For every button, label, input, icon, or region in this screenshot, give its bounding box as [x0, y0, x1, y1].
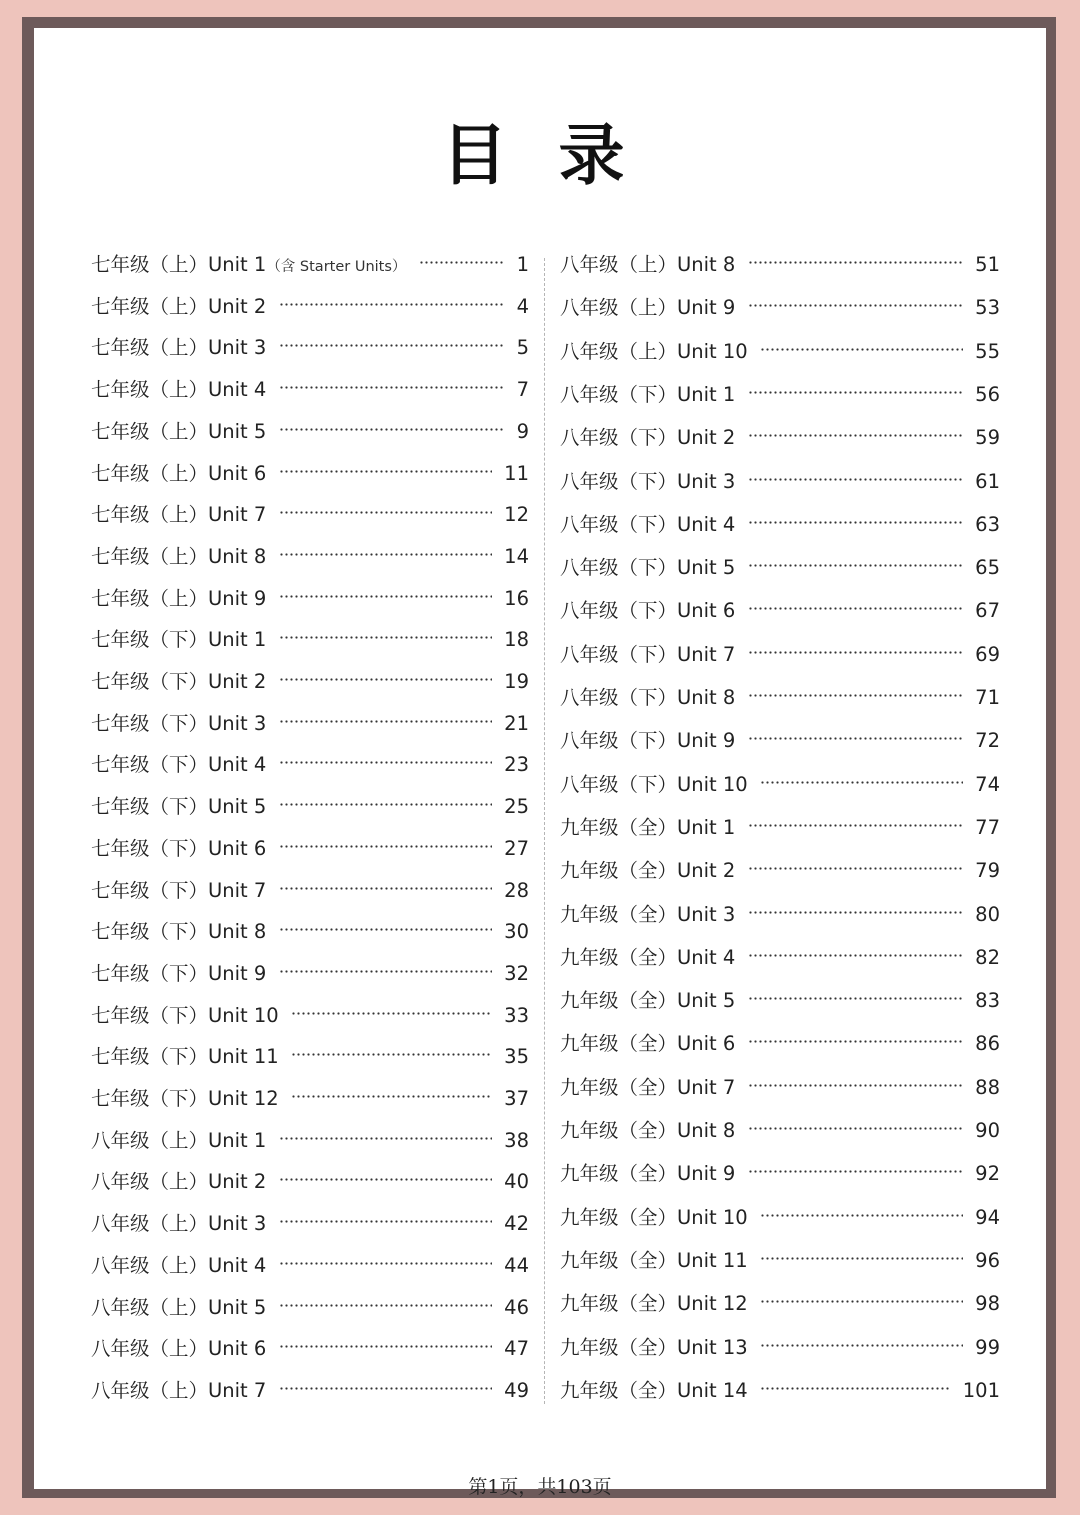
toc-entry-label: 七年级（上）Unit 6 [91, 461, 267, 485]
toc-entry-label: 八年级（下）Unit 10 [560, 772, 748, 796]
dot-leader [760, 1300, 963, 1303]
toc-page-number: 94 [975, 1205, 1000, 1229]
toc-entry[interactable] [560, 1377, 1000, 1405]
toc-page-number: 90 [975, 1119, 1000, 1142]
toc-entry-label: 七年级（上）Unit 2 [91, 294, 267, 318]
dot-leader [279, 761, 492, 764]
toc-entry[interactable] [560, 1030, 1000, 1058]
toc-page-number: 92 [975, 1162, 1000, 1186]
toc-entry[interactable] [91, 585, 529, 613]
toc-entry[interactable] [560, 511, 1000, 539]
toc-page-number: 56 [975, 382, 1000, 406]
toc-page-number: 1 [516, 253, 529, 276]
toc-entry-label: 八年级（上）Unit 7 [91, 1378, 267, 1402]
dot-leader [748, 1170, 963, 1173]
toc-entry[interactable] [91, 918, 529, 946]
toc-entry[interactable] [560, 554, 1000, 582]
dot-leader [279, 678, 492, 681]
dot-leader [748, 1084, 963, 1087]
toc-entry-label: 七年级（下）Unit 12 [91, 1087, 279, 1110]
toc-entry[interactable] [560, 684, 1000, 712]
toc-entry[interactable] [560, 1247, 1000, 1275]
dot-leader [279, 386, 505, 389]
dot-leader [748, 261, 963, 264]
dot-leader [279, 1345, 492, 1348]
dot-leader [291, 1012, 492, 1015]
dot-leader [279, 845, 492, 848]
toc-page-number: 96 [975, 1248, 1000, 1272]
toc-page-number: 82 [975, 945, 1000, 969]
toc-page-number: 55 [975, 339, 1000, 363]
toc-page-number: 32 [504, 961, 529, 985]
dot-leader [279, 1220, 492, 1223]
toc-entry-label: 七年级（下）Unit 9 [91, 961, 267, 985]
toc-page-number: 65 [975, 556, 1000, 580]
toc-entry-label: 七年级（下）Unit 3 [91, 711, 267, 735]
toc-entry-label: 七年级（下）Unit 7 [91, 878, 267, 902]
toc-entry-label: 七年级（上）Unit 4 [91, 378, 267, 402]
toc-entry[interactable] [91, 668, 529, 696]
toc-entry-label: 八年级（下）Unit 4 [560, 512, 736, 536]
toc-entry[interactable] [91, 1335, 529, 1363]
toc-entry-label: 七年级（上）Unit 8 [91, 544, 267, 568]
dot-leader [279, 303, 505, 306]
toc-entry-label: 七年级（上）Unit 5 [91, 419, 267, 443]
dot-leader [279, 928, 492, 931]
toc-entry[interactable] [560, 857, 1000, 885]
dot-leader [279, 470, 492, 473]
column-divider [544, 258, 545, 1404]
dot-leader [748, 1040, 963, 1043]
dot-leader [748, 954, 963, 957]
toc-entry[interactable] [91, 460, 529, 488]
dot-leader [291, 1095, 492, 1098]
dot-leader [279, 720, 492, 723]
toc-page-number: 42 [504, 1212, 529, 1236]
toc-page-number: 46 [504, 1295, 529, 1319]
toc-entry-label: 九年级（全）Unit 10 [560, 1205, 748, 1229]
toc-entry[interactable] [560, 944, 1000, 972]
toc-entry-label: 八年级（上）Unit 8 [560, 253, 736, 276]
toc-entry-label: 八年级（下）Unit 5 [560, 556, 736, 580]
toc-page-number: 21 [504, 711, 529, 735]
toc-page-number: 79 [975, 859, 1000, 883]
dot-leader [279, 1387, 492, 1390]
toc-page-number: 63 [975, 512, 1000, 536]
toc-entry-label: 九年级（全）Unit 8 [560, 1119, 736, 1142]
toc-entry[interactable] [91, 1168, 529, 1196]
toc-page-number: 88 [975, 1075, 1000, 1099]
toc-entry-label: 八年级（下）Unit 2 [560, 426, 736, 450]
dot-leader [760, 781, 963, 784]
toc-page-number: 12 [504, 503, 529, 527]
toc-entry-label: 九年级（全）Unit 13 [560, 1335, 748, 1359]
toc-page-number: 25 [504, 795, 529, 819]
dot-leader [279, 553, 492, 556]
toc-page-number: 28 [504, 878, 529, 902]
toc-page-number: 4 [516, 294, 529, 318]
dot-leader [279, 344, 505, 347]
toc-entry[interactable] [91, 1210, 529, 1238]
toc-entry[interactable] [560, 468, 1000, 496]
toc-entry[interactable] [560, 771, 1000, 799]
toc-entry-label: 七年级（下）Unit 1 [91, 628, 267, 652]
dot-leader [748, 694, 963, 697]
toc-page-number: 77 [975, 815, 1000, 839]
toc-page-number: 7 [516, 378, 529, 402]
toc-entry[interactable] [91, 1252, 529, 1280]
toc-entry-label: 九年级（全）Unit 11 [560, 1248, 748, 1272]
toc-page-number: 37 [504, 1087, 529, 1110]
dot-leader [291, 1053, 492, 1056]
toc-entry-label: 七年级（下）Unit 2 [91, 670, 267, 693]
toc-entry[interactable] [560, 251, 1000, 279]
toc-page-number: 35 [504, 1045, 529, 1069]
toc-entry[interactable] [91, 376, 529, 404]
toc-page-number: 83 [975, 989, 1000, 1013]
toc-entry[interactable] [560, 814, 1000, 842]
toc-page-number: 30 [504, 920, 529, 944]
toc-page-number: 40 [504, 1170, 529, 1194]
dot-leader [760, 1344, 963, 1347]
dot-leader [279, 803, 492, 806]
toc-entry-label: 九年级（全）Unit 5 [560, 989, 736, 1013]
toc-page-number: 14 [504, 544, 529, 568]
dot-leader [279, 970, 492, 973]
toc-entry-label: 七年级（下）Unit 4 [91, 753, 267, 777]
toc-page-number: 47 [504, 1337, 529, 1361]
toc-page-number: 49 [504, 1378, 529, 1402]
toc-entry-label: 九年级（全）Unit 14 [560, 1378, 748, 1402]
toc-entry-label: 九年级（全）Unit 2 [560, 859, 736, 883]
toc-entry[interactable] [560, 1160, 1000, 1188]
dot-leader [279, 595, 492, 598]
dot-leader [748, 651, 963, 654]
toc-page-number: 19 [504, 670, 529, 693]
dot-leader [748, 564, 963, 567]
toc-entry-label: 七年级（下）Unit 8 [91, 920, 267, 944]
dot-leader [748, 737, 963, 740]
toc-page-number: 9 [516, 419, 529, 443]
toc-entry-label: 九年级（全）Unit 12 [560, 1292, 748, 1316]
toc-entry[interactable] [91, 1294, 529, 1322]
toc-entry-label: 七年级（上）Unit 3 [91, 336, 267, 360]
dot-leader [748, 391, 963, 394]
toc-entry[interactable] [91, 418, 529, 446]
dot-leader [279, 887, 492, 890]
toc-page-number: 16 [504, 586, 529, 610]
toc-entry-label: 九年级（全）Unit 6 [560, 1032, 736, 1056]
dot-leader [279, 1304, 492, 1307]
toc-entry-label: 八年级（下）Unit 9 [560, 729, 736, 753]
toc-entry[interactable] [91, 1377, 529, 1405]
toc-entry[interactable] [560, 338, 1000, 366]
toc-entry-label: 九年级（全）Unit 3 [560, 902, 736, 926]
dot-leader [419, 261, 505, 264]
toc-entry-label: 八年级（上）Unit 2 [91, 1170, 267, 1194]
toc-entry-label: 八年级（下）Unit 8 [560, 686, 736, 709]
toc-page-number: 18 [504, 628, 529, 652]
toc-page-number: 72 [975, 729, 1000, 753]
toc-page-number: 23 [504, 753, 529, 777]
toc-entry[interactable] [91, 543, 529, 571]
toc-entry[interactable] [91, 835, 529, 863]
toc-page-number: 67 [975, 599, 1000, 623]
toc-entry[interactable] [91, 1085, 529, 1113]
toc-entry-label: 八年级（上）Unit 1 [91, 1128, 267, 1152]
toc-entry[interactable] [560, 1074, 1000, 1102]
toc-page-number: 80 [975, 902, 1000, 926]
dot-leader [748, 867, 963, 870]
toc-page-number: 33 [504, 1003, 529, 1027]
toc-page-number: 59 [975, 426, 1000, 450]
toc-entry-label: 七年级（下）Unit 5 [91, 795, 267, 819]
toc-entry[interactable] [560, 901, 1000, 929]
toc-page-number: 101 [962, 1378, 1000, 1402]
toc-entry[interactable] [560, 424, 1000, 452]
dot-leader [760, 1257, 963, 1260]
toc-entry[interactable] [560, 727, 1000, 755]
dot-leader [279, 511, 492, 514]
toc-entry-label: 八年级（下）Unit 1 [560, 382, 736, 406]
toc-entry[interactable] [91, 793, 529, 821]
dot-leader [748, 478, 963, 481]
toc-entry[interactable] [560, 1117, 1000, 1145]
dot-leader [279, 636, 492, 639]
toc-entry-label: 九年级（全）Unit 7 [560, 1075, 736, 1099]
toc-entry-label: 八年级（上）Unit 3 [91, 1212, 267, 1236]
toc-entry[interactable] [560, 381, 1000, 409]
toc-entry[interactable] [91, 877, 529, 905]
toc-entry[interactable] [560, 1290, 1000, 1318]
dot-leader [748, 911, 963, 914]
toc-entry[interactable] [560, 987, 1000, 1015]
toc-entry[interactable] [91, 293, 529, 321]
toc-entry-label: 七年级（下）Unit 6 [91, 836, 267, 860]
toc-entry[interactable] [560, 1204, 1000, 1232]
toc-entry[interactable] [91, 751, 529, 779]
dot-leader [279, 428, 505, 431]
toc-page-number: 61 [975, 469, 1000, 493]
dot-leader [279, 1178, 492, 1181]
toc-entry[interactable] [91, 501, 529, 529]
dot-leader [748, 997, 963, 1000]
toc-page-number: 71 [975, 686, 1000, 709]
toc-entry-label: 八年级（上）Unit 6 [91, 1337, 267, 1361]
toc-entry-label: 八年级（上）Unit 10 [560, 339, 748, 363]
toc-page-number: 38 [504, 1128, 529, 1152]
toc-entry-label: 七年级（上）Unit 1（含 Starter Units） [91, 253, 407, 276]
dot-leader [760, 1387, 951, 1390]
dot-leader [748, 607, 963, 610]
toc-entry-label: 八年级（上）Unit 5 [91, 1295, 267, 1319]
dot-leader [760, 1214, 963, 1217]
toc-entry-label: 八年级（上）Unit 9 [560, 296, 736, 320]
toc-entry-label: 八年级（下）Unit 3 [560, 469, 736, 493]
toc-entry-note: （含 Starter Units） [266, 259, 407, 275]
toc-entry-label: 九年级（全）Unit 4 [560, 945, 736, 969]
toc-entry[interactable] [91, 251, 529, 279]
toc-page-number: 86 [975, 1032, 1000, 1056]
toc-entry-label: 七年级（上）Unit 9 [91, 586, 267, 610]
toc-entry-label: 七年级（上）Unit 7 [91, 503, 267, 527]
dot-leader [279, 1137, 492, 1140]
toc-page-number: 74 [975, 772, 1000, 796]
page-footer: 第1页，共103页 [468, 1476, 612, 1498]
toc-entry-label: 八年级（下）Unit 7 [560, 642, 736, 666]
toc-page-number: 5 [516, 336, 529, 360]
page-title: 目 录 [441, 116, 639, 194]
toc-page-number: 98 [975, 1292, 1000, 1316]
dot-leader [748, 521, 963, 524]
dot-leader [748, 434, 963, 437]
toc-entry[interactable] [91, 1043, 529, 1071]
dot-leader [748, 304, 963, 307]
toc-entry[interactable] [91, 1127, 529, 1155]
toc-entry[interactable] [560, 294, 1000, 322]
toc-entry-label: 七年级（下）Unit 11 [91, 1045, 279, 1069]
toc-page-number: 69 [975, 642, 1000, 666]
dot-leader [748, 1127, 963, 1130]
toc-entry-label: 九年级（全）Unit 1 [560, 815, 736, 839]
toc-entry[interactable] [91, 626, 529, 654]
toc-page-number: 51 [975, 253, 1000, 276]
toc-entry[interactable] [560, 641, 1000, 669]
toc-page-number: 27 [504, 836, 529, 860]
toc-entry[interactable] [91, 1002, 529, 1030]
dot-leader [279, 1262, 492, 1265]
toc-entry-label: 八年级（下）Unit 6 [560, 599, 736, 623]
toc-entry-label: 七年级（下）Unit 10 [91, 1003, 279, 1027]
toc-entry[interactable] [560, 1334, 1000, 1362]
dot-leader [760, 348, 963, 351]
toc-entry[interactable] [91, 710, 529, 738]
toc-page-number: 44 [504, 1253, 529, 1277]
toc-entry[interactable] [91, 334, 529, 362]
toc-entry[interactable] [560, 597, 1000, 625]
toc-page-number: 11 [504, 461, 529, 485]
toc-entry-label: 八年级（上）Unit 4 [91, 1253, 267, 1277]
dot-leader [748, 824, 963, 827]
toc-page-number: 53 [975, 296, 1000, 320]
toc-page-number: 99 [975, 1335, 1000, 1359]
toc-entry-label: 九年级（全）Unit 9 [560, 1162, 736, 1186]
toc-entry[interactable] [91, 960, 529, 988]
